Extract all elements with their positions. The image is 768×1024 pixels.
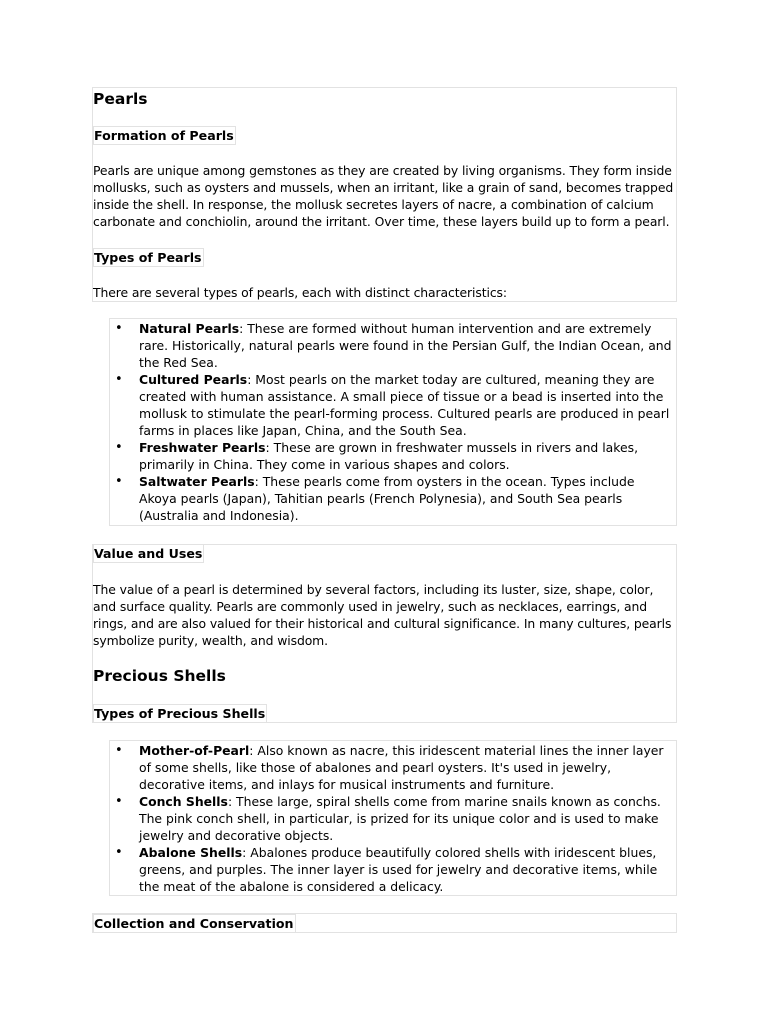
list-item-desc: : Also known as nacre, this iridescent material lines the inner layer of some shells, like those of abalones and pearl oysters. It's used in jewelry, decorative items, and inlays for musical instruments and furniture. — [139, 743, 664, 792]
list-item — [110, 320, 676, 371]
value-uses-paragraph: The value of a pearl is determined by several factors, including its luster, size, shape, color, and surface quality. Pearls are commonly used in jewelry, such as necklaces, earrings, and rings, and are also valued for their historical and cultural significance. In many cultures, pearls symbolize purity, wealth, and wisdom. — [93, 582, 672, 648]
formation-paragraph: Pearls are unique among gemstones as they are created by living organisms. They form inside mollusks, such as oysters and mussels, when an irritant, like a grain of sand, becomes trapped inside the shell. In response, the mollusk secretes layers of nacre, a combination of calcium carbonate and conchiolin, around the irritant. Over time, these layers build up to form a pearl. — [93, 163, 674, 229]
list-item — [110, 742, 676, 793]
collection-conservation-heading: Collection and Conservation — [94, 916, 294, 931]
value-uses-heading: Value and Uses — [94, 546, 203, 561]
pearl-types-list — [110, 320, 676, 524]
list-item — [110, 844, 676, 895]
list-item-desc: : These pearls come from oysters in the ocean. Types include Akoya pearls (Japan), Tahitian pearls (French Polynesia), and South Sea pearls (Australia and Indonesia). — [139, 474, 635, 523]
list-item-desc: : Most pearls on the market today are cultured, meaning they are created with human assistance. A small piece of tissue or a bead is inserted into the mollusk to stimulate the pearl-forming process. Cultured pearls are produced in pearl farms in places like Japan, China, and the South Sea. — [139, 372, 670, 438]
list-item-desc: : These large, spiral shells come from marine snails known as conchs. The pink conch shell, in particular, is prized for its unique color and is used to make jewelry and decorative objects. — [139, 794, 661, 843]
types-of-shells-heading: Types of Precious Shells — [94, 706, 266, 721]
list-item — [110, 371, 676, 439]
list-item — [110, 793, 676, 844]
types-intro-paragraph: There are several types of pearls, each with distinct characteristics: — [93, 285, 507, 300]
list-item-term: Mother-of-Pearl — [139, 743, 250, 758]
list-item-term: Cultured Pearls — [139, 372, 248, 387]
precious-shells-title: Precious Shells — [93, 667, 226, 685]
list-item-term: Conch Shells — [139, 794, 228, 809]
list-item-term: Natural Pearls — [139, 321, 240, 336]
pearls-title: Pearls — [93, 90, 148, 108]
list-item-desc: : These are formed without human intervention and are extremely rare. Historically, natural pearls were found in the Persian Gulf, the Indian Ocean, and the Red Sea. — [139, 321, 672, 370]
list-item-term: Freshwater Pearls — [139, 440, 266, 455]
shell-types-list — [110, 742, 676, 895]
formation-heading: Formation of Pearls — [94, 128, 234, 143]
list-item-term: Abalone Shells — [139, 845, 243, 860]
list-item-desc: : Abalones produce beautifully colored shells with iridescent blues, greens, and purples. The inner layer is used for jewelry and decorative items, while the meat of the abalone is considered a delicacy. — [139, 845, 658, 894]
list-item — [110, 439, 676, 473]
list-item — [110, 473, 676, 524]
list-item-term: Saltwater Pearls — [139, 474, 255, 489]
types-of-pearls-heading: Types of Pearls — [94, 250, 202, 265]
list-item-desc: : These are grown in freshwater mussels in rivers and lakes, primarily in China. They come in various shapes and colors. — [139, 440, 639, 472]
